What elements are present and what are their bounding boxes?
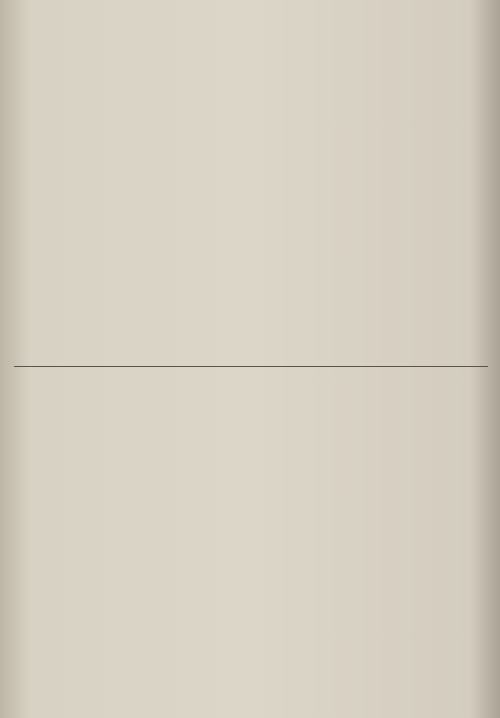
- upper-text-block: [14, 8, 490, 360]
- lower-right-text: [338, 376, 490, 692]
- section-divider: [14, 366, 488, 367]
- lower-middle-text: [132, 376, 334, 692]
- lower-left-text: [14, 376, 126, 692]
